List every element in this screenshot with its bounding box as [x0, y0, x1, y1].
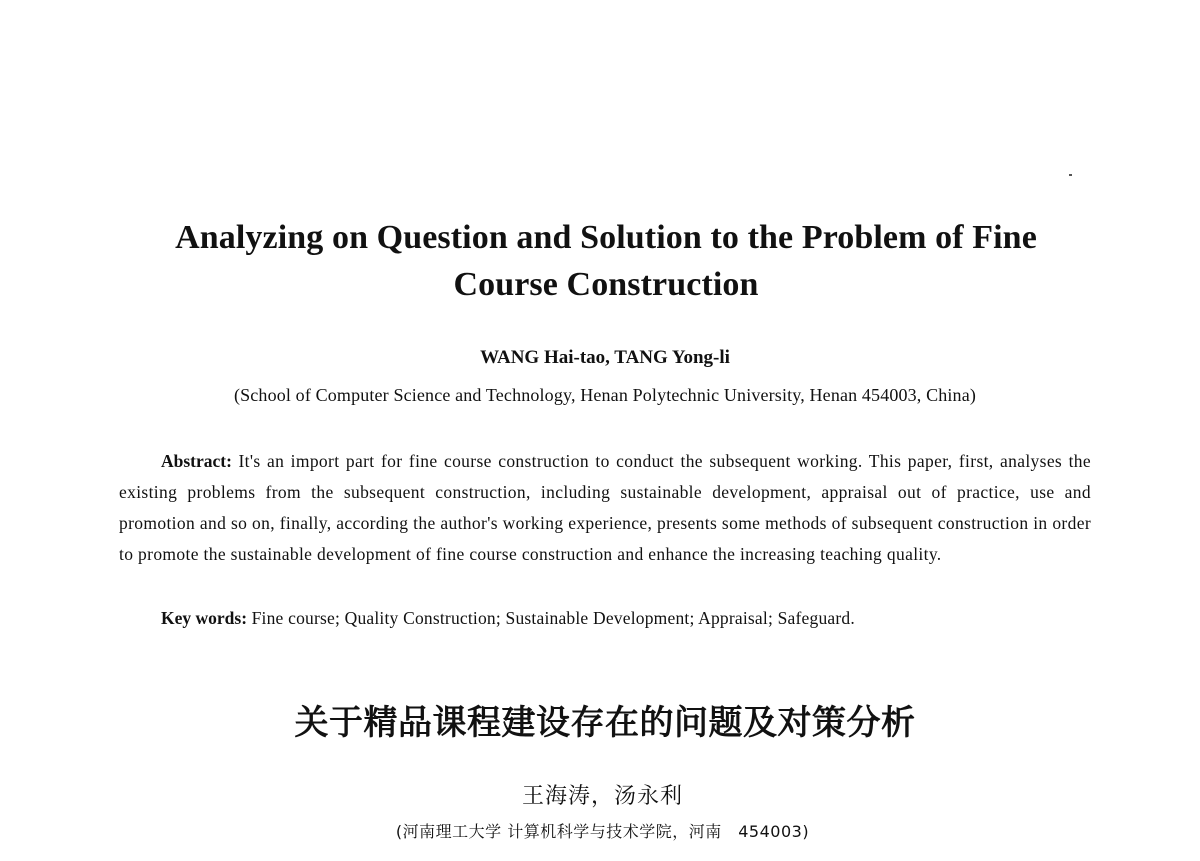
english-title	[100, 214, 1112, 308]
english-authors: WANG Hai-tao, TANG Yong-li	[480, 347, 730, 368]
chinese-title: 关于精品课程建设存在的问题及对策分析	[294, 703, 916, 743]
chinese-authors: 王海涛，汤永利	[521, 784, 683, 809]
english-affiliation: (School of Computer Science and Technology, Henan Polytechnic University, Henan 454003, China)	[233, 385, 976, 405]
english-title-line-1: Analyzing on Question and Solution to the Problem of Fine	[175, 219, 1037, 256]
keywords-paragraph	[161, 605, 1101, 631]
keywords-text: Fine course; Quality Construction; Sustainable Development; Appraisal; Safeguard.	[251, 608, 855, 628]
abstract-text: It's an import part for fine course construction to conduct the subsequent working. This paper, first, analyses the existing problems from the subsequent construction, including sustainable development, appraisal out of practice, use and promotion and so on, finally, according the author's working experience, presents some methods of subsequent construction in order to promote the sustainable development of fine course construction and enhance the increasing teaching quality.	[119, 451, 1091, 564]
chinese-affiliation: (河南理工大学 计算机科学与技术学院，河南 454003)	[395, 822, 810, 841]
keywords-label: Key words:	[161, 608, 248, 628]
scan-speck	[1069, 174, 1072, 176]
abstract-label: Abstract:	[161, 451, 232, 471]
abstract-paragraph	[119, 446, 1091, 570]
english-title-line-2: Course Construction	[453, 266, 759, 303]
